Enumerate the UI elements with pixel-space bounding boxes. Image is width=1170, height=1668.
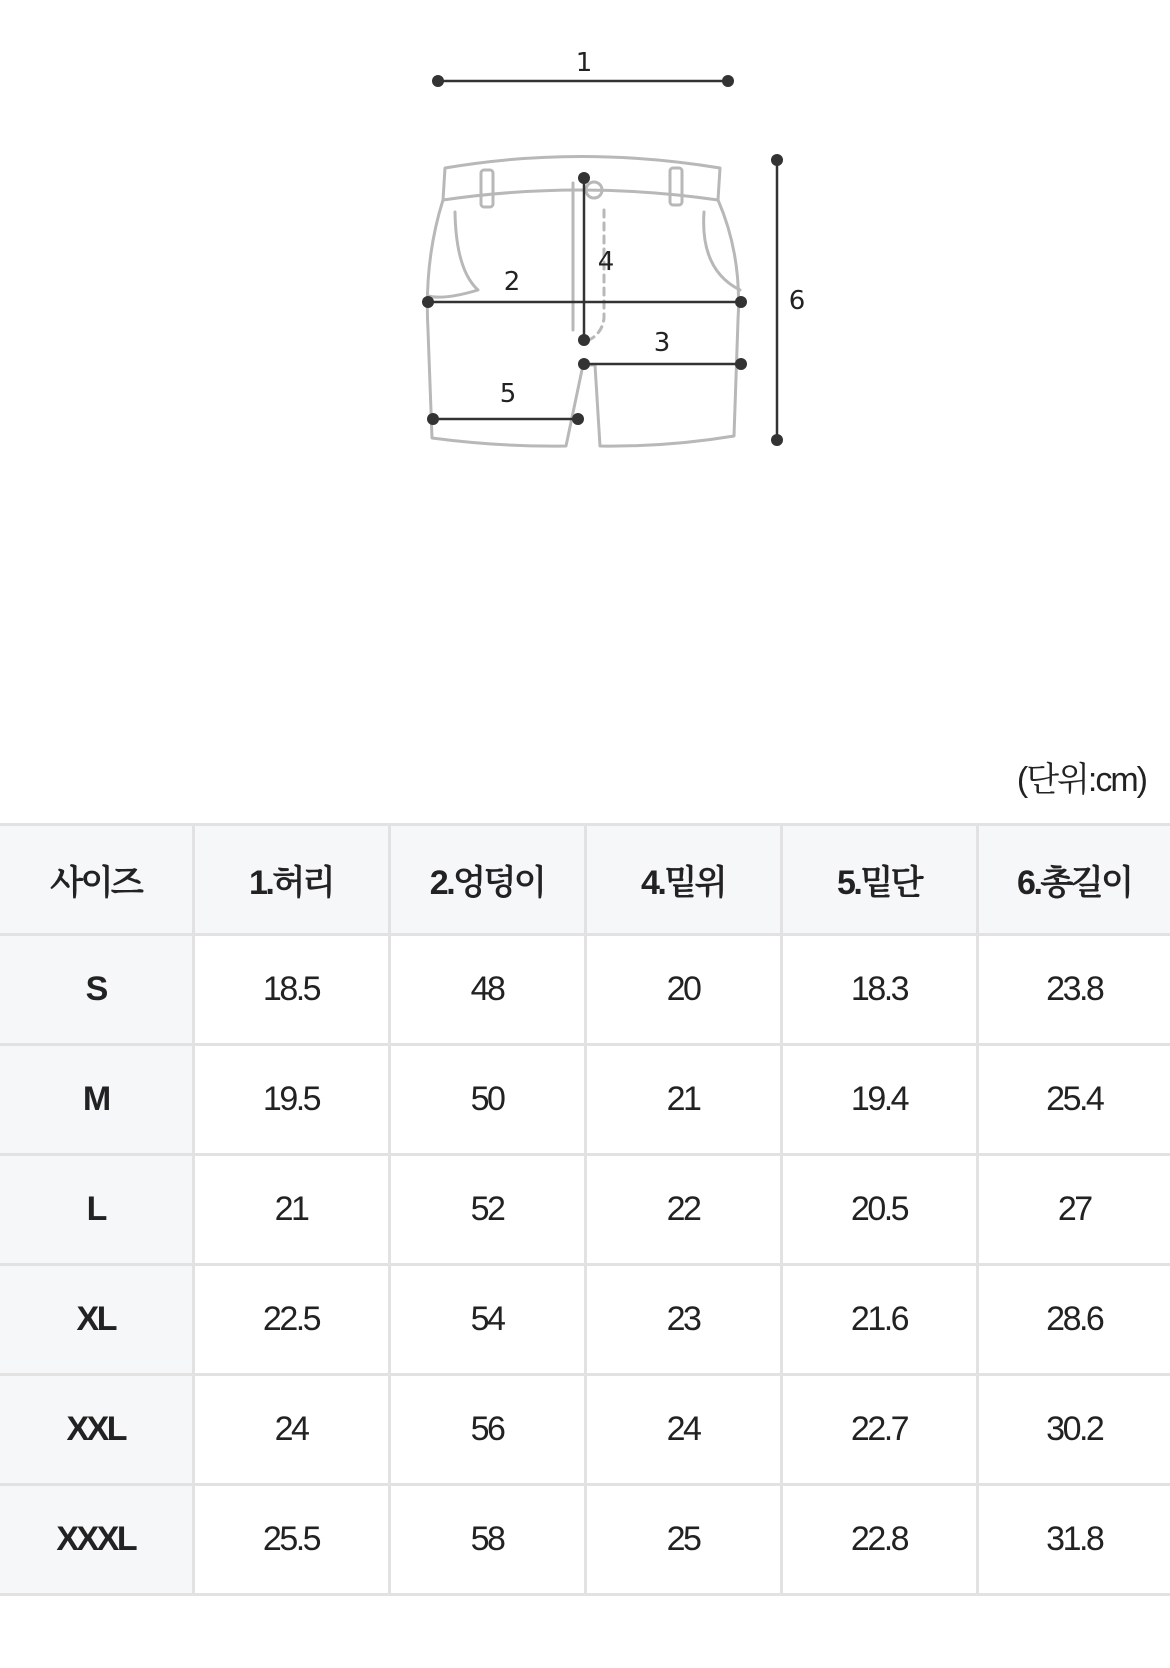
table-row [0,1265,1170,1375]
table-row [0,935,1170,1045]
table-cell: 21 [193,1155,389,1265]
table-cell: 58 [389,1485,585,1595]
size-label: XXL [0,1375,193,1485]
label-hip: 2 [503,267,521,297]
measure-dot [722,75,734,87]
table-cell: 31.8 [977,1485,1170,1595]
table-row [0,1155,1170,1265]
measure-dot [735,296,747,308]
measure-dot [422,296,434,308]
table-cell: 28.6 [977,1265,1170,1375]
table-cell: 22.5 [193,1265,389,1375]
size-label: XL [0,1265,193,1375]
header-row [0,825,1170,935]
header-total-length: 6.총길이 [977,825,1170,935]
table-cell: 50 [389,1045,585,1155]
measure-dot [578,334,590,346]
table-cell: 18.3 [781,935,977,1045]
header-waist: 1.허리 [193,825,389,935]
table-cell: 25 [585,1485,781,1595]
table-cell: 22 [585,1155,781,1265]
size-chart-table [0,823,1170,1596]
table-cell: 30.2 [977,1375,1170,1485]
table-cell: 20 [585,935,781,1045]
label-hem: 5 [499,379,517,409]
belt-loop-left [481,170,493,207]
table-cell: 27 [977,1155,1170,1265]
table-cell: 20.5 [781,1155,977,1265]
label-rise: 4 [597,247,615,277]
label-waist: 1 [575,48,593,78]
measure-dot [771,154,783,166]
measure-dot [427,413,439,425]
table-cell: 23 [585,1265,781,1375]
table-cell: 22.7 [781,1375,977,1485]
table-cell: 23.8 [977,935,1170,1045]
label-total-length: 6 [788,286,806,316]
table-cell: 18.5 [193,935,389,1045]
table-cell: 24 [193,1375,389,1485]
measure-dot [735,358,747,370]
table-cell: 19.5 [193,1045,389,1155]
table-cell: 19.4 [781,1045,977,1155]
table-cell: 48 [389,935,585,1045]
table-cell: 54 [389,1265,585,1375]
unit-note: (단위:cm) [1016,761,1146,799]
header-size: 사이즈 [0,825,193,935]
measure-dot [578,172,590,184]
table-cell: 25.4 [977,1045,1170,1155]
measure-dot [578,358,590,370]
table-row [0,1375,1170,1485]
shorts-diagram-svg [0,0,1170,500]
table-cell: 22.8 [781,1485,977,1595]
shorts-measurement-diagram [0,0,1170,500]
table-row [0,1485,1170,1595]
table-cell: 21 [585,1045,781,1155]
header-hip: 2.엉덩이 [389,825,585,935]
header-hem: 5.밑단 [781,825,977,935]
measure-dot [432,75,444,87]
header-rise: 4.밑위 [585,825,781,935]
size-label: M [0,1045,193,1155]
size-label: L [0,1155,193,1265]
table-cell: 56 [389,1375,585,1485]
table-cell: 25.5 [193,1485,389,1595]
size-label: S [0,935,193,1045]
table-row [0,1045,1170,1155]
measure-dot [771,434,783,446]
table-cell: 21.6 [781,1265,977,1375]
size-label: XXXL [0,1485,193,1595]
table-cell: 52 [389,1155,585,1265]
table-cell: 24 [585,1375,781,1485]
belt-loop-right [670,168,682,205]
label-thigh: 3 [653,328,671,358]
measure-dot [572,413,584,425]
